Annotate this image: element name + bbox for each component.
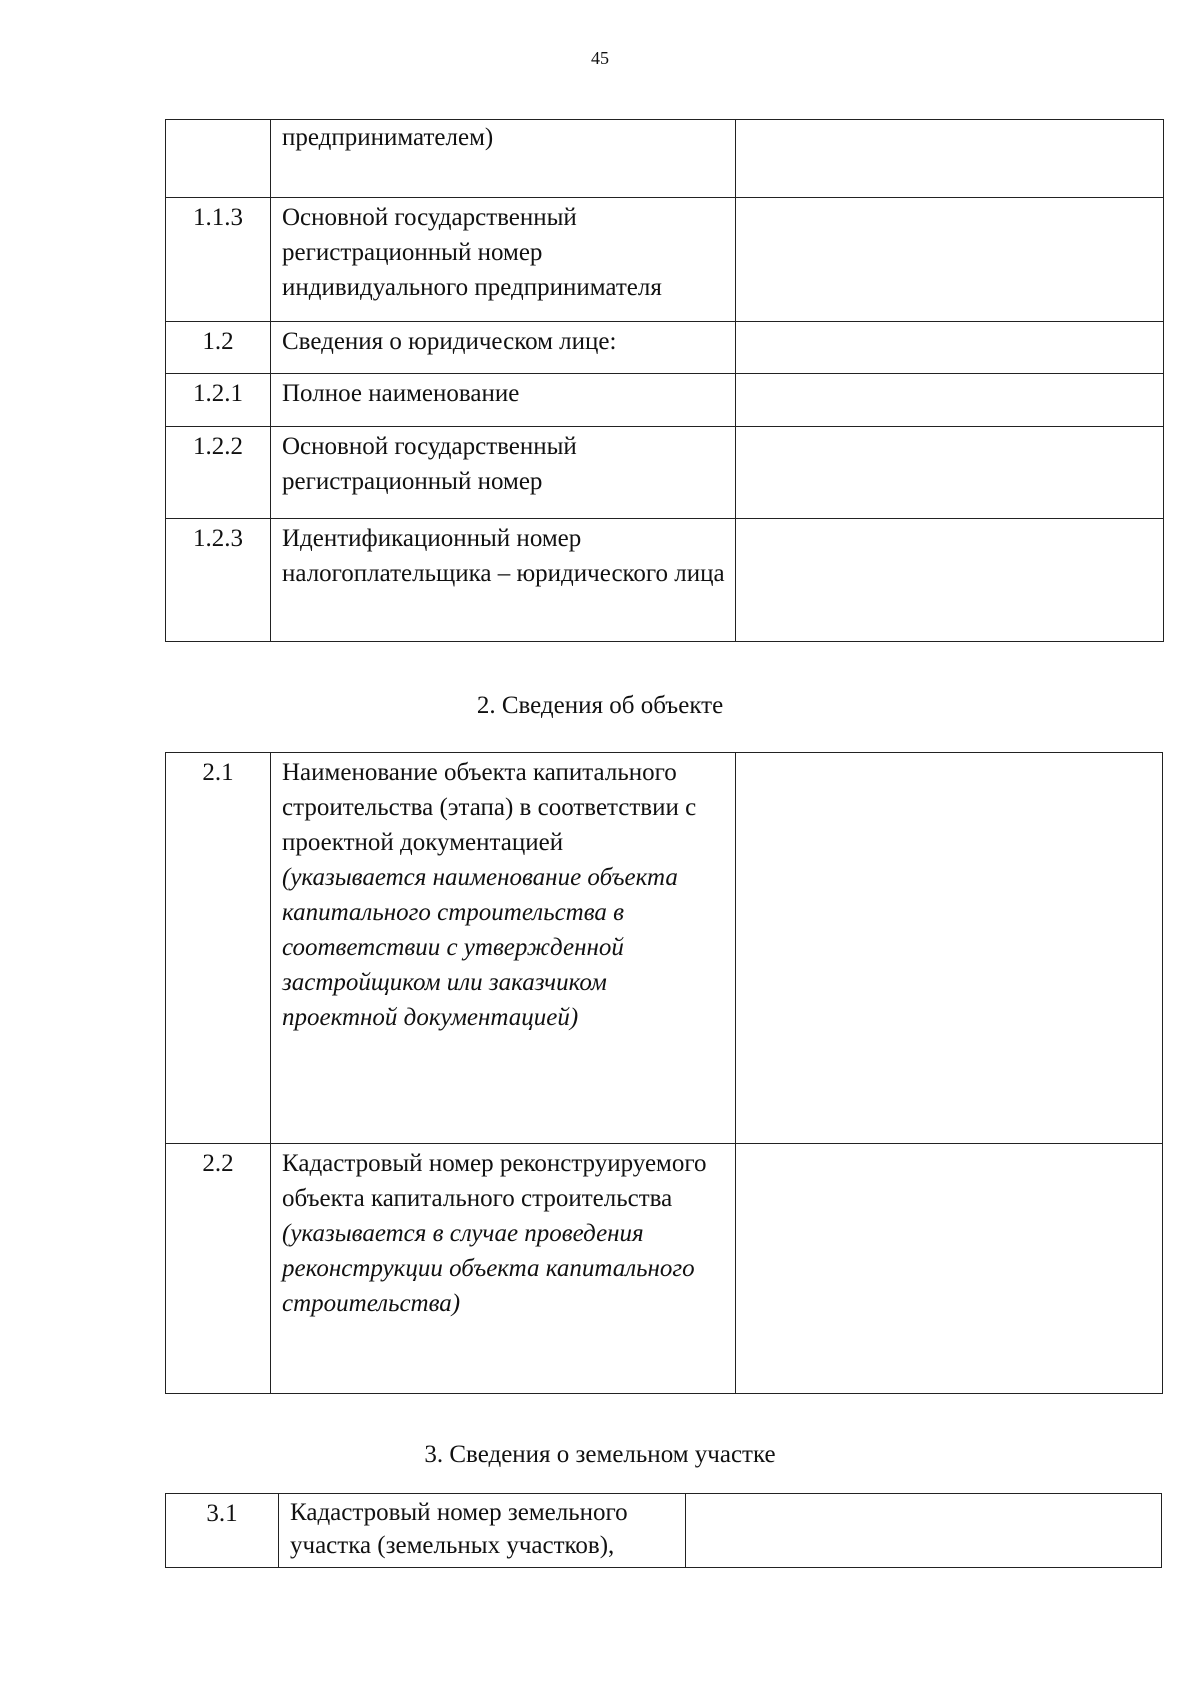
row-number: 2.2 <box>166 1144 271 1394</box>
applicant-info-table <box>165 119 1164 642</box>
table-row <box>166 427 1164 519</box>
row-description: Кадастровый номер земельного участка (земельных участков), <box>279 1494 686 1568</box>
row-description-text: Наименование объекта капитального строительства (этапа) в соответствии с проектной документацией <box>282 759 697 856</box>
row-number: 2.1 <box>166 753 271 1144</box>
row-description: Основной государственный регистрационный номер <box>271 427 736 519</box>
row-number: 1.1.3 <box>166 198 271 322</box>
value-cell[interactable] <box>736 753 1163 1144</box>
row-description: Полное наименование <box>271 374 736 427</box>
value-cell[interactable] <box>736 1144 1163 1394</box>
table-row <box>166 120 1164 198</box>
table-row <box>166 519 1164 642</box>
value-cell[interactable] <box>736 120 1164 198</box>
value-cell[interactable] <box>686 1494 1162 1568</box>
table-row <box>166 198 1164 322</box>
section-title: 2. Сведения об объекте <box>476 692 724 719</box>
row-number: 1.2.1 <box>166 374 271 427</box>
value-cell[interactable] <box>736 519 1164 642</box>
value-cell[interactable] <box>736 374 1164 427</box>
row-description: предпринимателем) <box>271 120 736 198</box>
row-number: 1.2.2 <box>166 427 271 519</box>
table-row <box>166 1494 1162 1568</box>
row-description: Идентификационный номер налогоплательщика – юридического лица <box>271 519 736 642</box>
table-row <box>166 1144 1163 1394</box>
row-number: 1.2 <box>166 322 271 374</box>
row-description-text: Кадастровый номер реконструируемого объекта капитального строительства <box>282 1150 707 1212</box>
row-description <box>271 1144 736 1394</box>
row-description: Основной государственный регистрационный номер индивидуального предпринимателя <box>271 198 736 322</box>
table-row <box>166 753 1163 1144</box>
table-row <box>166 322 1164 374</box>
object-info-table <box>165 752 1163 1394</box>
row-number: 1.2.3 <box>166 519 271 642</box>
row-note: (указывается в случае проведения реконструкции объекта капитального строительства) <box>282 1220 695 1317</box>
section-title: 3. Сведения о земельном участке <box>424 1441 776 1468</box>
value-cell[interactable] <box>736 427 1164 519</box>
row-note: (указывается наименование объекта капитального строительства в соответствии с утвержденной застройщиком или заказчиком проектной документацией) <box>282 864 678 1031</box>
value-cell[interactable] <box>736 198 1164 322</box>
row-number: 3.1 <box>166 1494 279 1568</box>
page-number: 45 <box>591 48 609 68</box>
row-description: Сведения о юридическом лице: <box>271 322 736 374</box>
land-plot-table <box>165 1493 1162 1568</box>
row-number <box>166 120 271 198</box>
value-cell[interactable] <box>736 322 1164 374</box>
table-row <box>166 374 1164 427</box>
row-description <box>271 753 736 1144</box>
